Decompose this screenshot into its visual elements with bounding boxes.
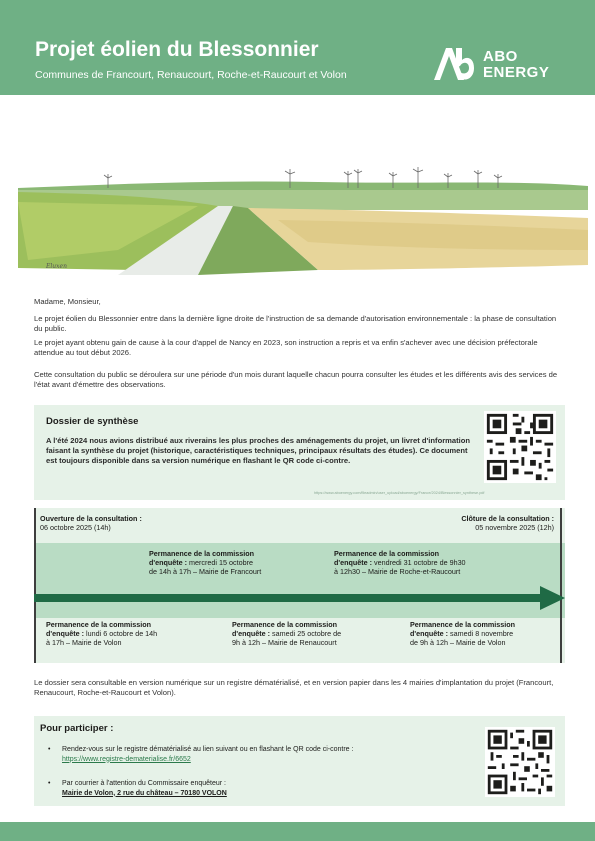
- consultation-timeline: [34, 508, 565, 663]
- abo-energy-logo: [432, 46, 572, 82]
- registre-text: Rendez-vous sur le registre dématérialisé au lien suivant ou en flashant le QR code ci-contre :: [62, 746, 354, 753]
- synthese-qr-code-icon[interactable]: [484, 411, 556, 483]
- closing-date: 05 novembre 2025 (12h): [475, 523, 554, 532]
- permanence-volon-2: Permanence de la commission d'enquête : samedi 8 novembre de 9h à 12h – Mairie de Volon: [410, 620, 516, 647]
- participer-title: Pour participer :: [40, 723, 114, 734]
- availability-text: Le dossier sera consultable en version numérique sur un registre dématérialisé, et en version papier dans les 4 mairies d'implantation du projet (Francourt, Renaucourt, Roche-et-Raucourt et Volon).: [34, 678, 554, 697]
- footer-band: [0, 822, 595, 841]
- logo-text-energy: ENERGY: [483, 64, 550, 81]
- courrier-text: Par courrier à l'attention du Commissaire enquêteur :: [62, 780, 226, 787]
- opening-date: 06 octobre 2025 (14h): [40, 523, 111, 532]
- greeting: Madame, Monsieur,: [34, 297, 101, 306]
- page-subtitle: Communes de Francourt, Renaucourt, Roche-et-Raucourt et Volon: [35, 69, 347, 81]
- closing-title: Clôture de la consultation :: [461, 514, 554, 523]
- intro-paragraph-1: Le projet éolien du Blessonnier entre dans la dernière ligne droite de l'instruction de sa demande d'autorisation environnementale : la phase de consultation du public.: [34, 314, 557, 333]
- logo-text-abo: ABO: [483, 48, 518, 65]
- timeline-arrow-icon: [34, 586, 565, 610]
- page-title: Projet éolien du Blessonnier: [35, 38, 319, 61]
- landscape-illustration: [18, 150, 588, 275]
- intro-paragraph-2: Le projet ayant obtenu gain de cause à la cour d'appel de Nancy en 2023, son instruction a repris et va enfin s'achever avec une décision préfectorale attendue au tout début 2026.: [34, 338, 538, 357]
- registre-qr-code-icon[interactable]: [485, 727, 555, 797]
- closing-label: [438, 514, 554, 532]
- permanence-roche-et-raucourt: Permanence de la commission d'enquête : vendredi 31 octobre de 9h30 à 12h30 – Mairie de Roche-et-Raucourt: [334, 549, 466, 576]
- synthese-box: [34, 405, 565, 500]
- synthese-url[interactable]: https://www.aboenergy.com/fileadmin/user_upload/aboenergy/France/2024/Blessonnier_synthese.pdf: [314, 491, 485, 495]
- permanence-volon-1: Permanence de la commission d'enquête : lundi 6 octobre de 14h à 17h – Mairie de Volon: [46, 620, 158, 647]
- bullet-dot-icon: •: [48, 780, 51, 787]
- illustration-signature: Eluxen: [46, 263, 67, 270]
- bullet-dot-icon: •: [48, 746, 51, 753]
- opening-title: Ouverture de la consultation :: [40, 514, 142, 523]
- synthese-text: A l'été 2024 nous avions distribué aux riverains les plus proches des aménagements du projet, un livret d'information faisant la synthèse du projet (historique, caractéristiques techniques, principaux résultats des études). Ce document est toujours disponible dans sa version numérique en flashant le QR code ci-contre.: [46, 436, 471, 465]
- opening-label: [40, 514, 142, 532]
- abo-logo-mark-icon: [432, 46, 476, 82]
- synthese-title: Dossier de synthèse: [46, 416, 139, 427]
- registre-link[interactable]: https://www.registre-dematerialise.fr/6652: [62, 755, 191, 763]
- permanence-francourt: Permanence de la commission d'enquête : mercredi 15 octobre de 14h à 17h – Mairie de Francourt: [149, 549, 262, 576]
- header-banner: [0, 0, 595, 95]
- courrier-address: Mairie de Volon, 2 rue du château – 70180 VOLON: [62, 789, 227, 797]
- participer-box: [34, 716, 565, 806]
- intro-paragraph-3: Cette consultation du public se déroulera sur une période d'un mois durant laquelle chacun pourra consulter les études et les différents avis des services de l'état avant d'émettre des observations.: [34, 370, 558, 389]
- permanence-renaucourt: Permanence de la commission d'enquête : samedi 25 octobre de 9h à 12h – Mairie de Renaucourt: [232, 620, 342, 647]
